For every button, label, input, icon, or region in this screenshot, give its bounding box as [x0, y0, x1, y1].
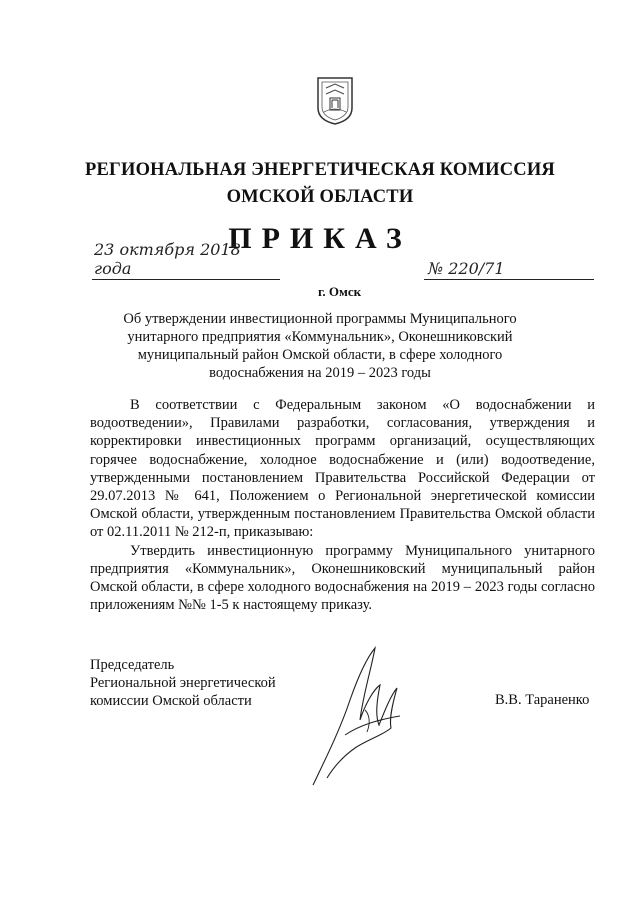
handwritten-number: № 220/71: [428, 259, 505, 278]
order-body: [90, 396, 595, 614]
handwritten-signature: [305, 640, 420, 790]
order-subject: Об утверждении инвестиционной программы Муниципального унитарного предприятия «Коммунальник», Оконешниковский муниципальный район Омской области, в сфере холодного водоснабжения на 2019 – 2023 годы: [123, 311, 517, 381]
coat-of-arms-icon: [316, 76, 354, 126]
body-paragraph: В соответствии с Федеральным законом «О водоснабжении и водоотведении», Правилами разработки, согласования, утверждения и корректировки инвестиционных программ организаций, осуществляющих горячее водоснабжение, холодное водоснабжение и (или) водоотведение, утвержденными постановлением Правительства Российской Федерации от 29.07.2013 № 641, Положением о Региональной энергетической комиссии Омской области, утвержденным постановлением Правительства Омской области от 02.11.2011 № 212-п, приказываю:: [90, 397, 595, 541]
position-line: комиссии Омской области: [90, 693, 252, 710]
date-field: [92, 240, 280, 280]
number-field: [424, 257, 594, 280]
handwritten-date: 23 октября 2018 года: [94, 240, 241, 278]
organization-name-line1: РЕГИОНАЛЬНАЯ ЭНЕРГЕТИЧЕСКАЯ КОМИССИЯ: [84, 160, 555, 180]
city-label: г. Омск: [318, 284, 362, 299]
organization-name-line2: ОМСКОЙ ОБЛАСТИ: [226, 187, 414, 207]
body-paragraph: Утвердить инвестиционную программу Муниципального унитарного предприятия «Коммунальник», Оконешниковский муниципальный район Омской области, в сфере холодного водоснабжения на 2019 – 2023 годы согласно приложениям №№ 1-5 к настоящему приказу.: [90, 542, 595, 614]
position-line: Региональной энергетической: [90, 675, 276, 692]
document-type-title: ПРИКАЗ: [228, 222, 412, 255]
signatory-position: [90, 656, 276, 711]
position-line: Председатель: [90, 657, 175, 673]
signatory-name: В.В. Тараненко: [495, 692, 590, 708]
